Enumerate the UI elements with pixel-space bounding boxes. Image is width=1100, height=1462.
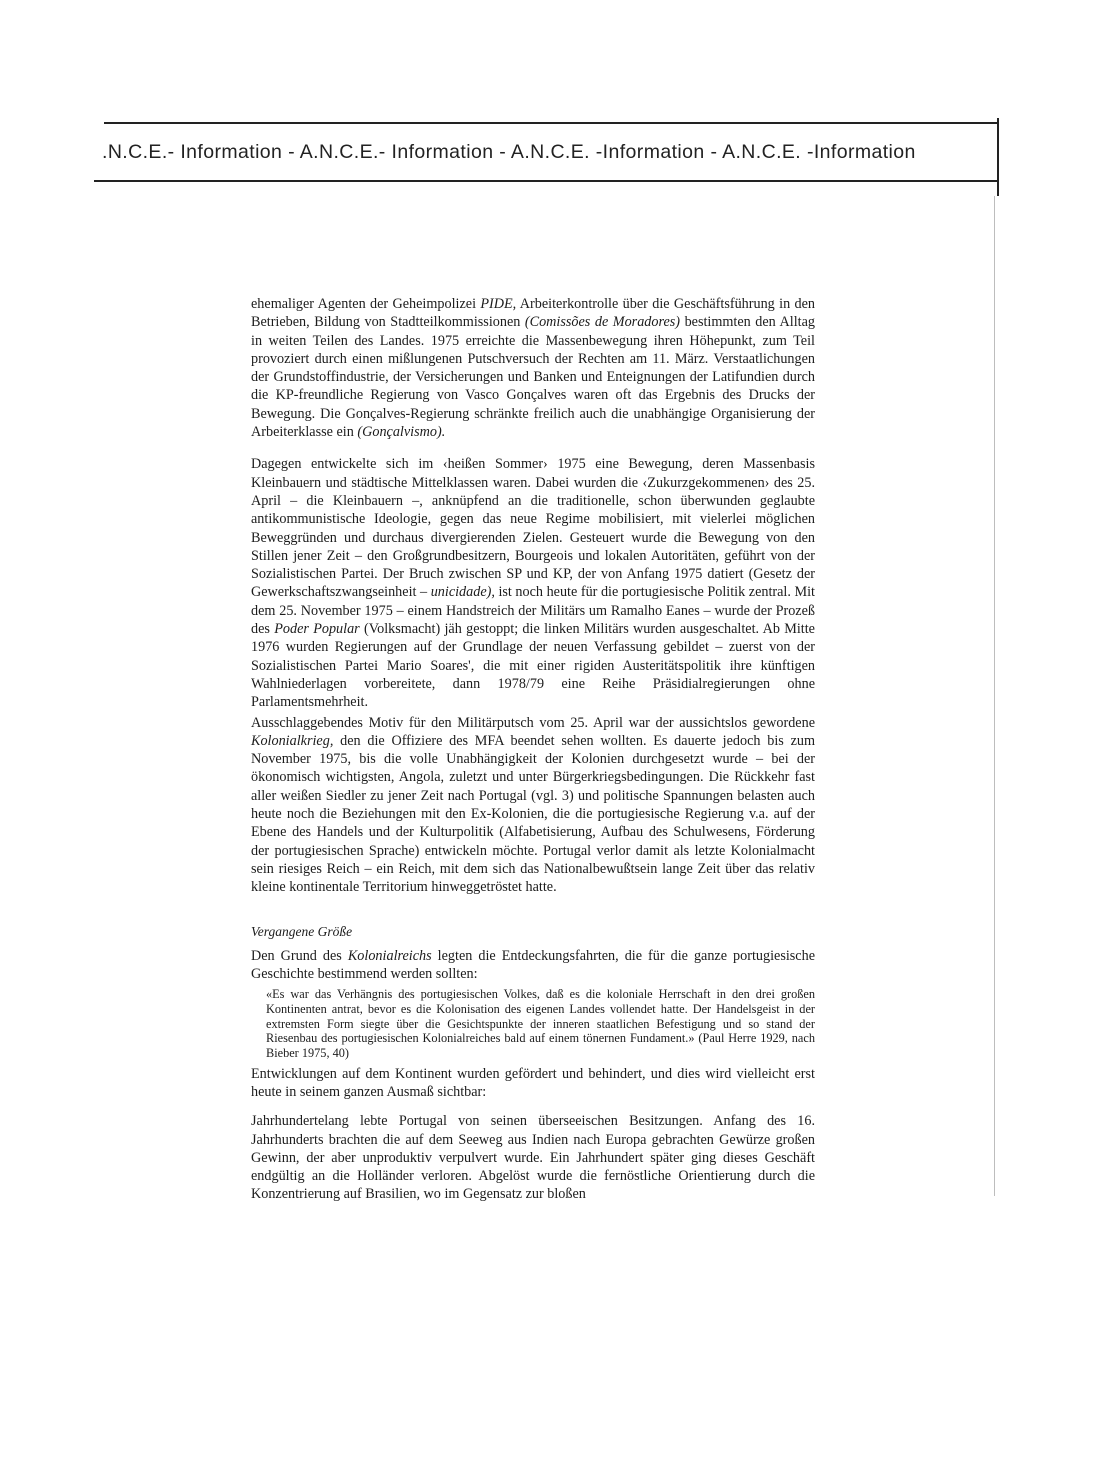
header-rule-bottom xyxy=(94,180,998,182)
running-header: .N.C.E.- Information - A.N.C.E.- Information - A.N.C.E. -Information - A.N.C.E. -Information xyxy=(102,141,916,163)
quote-source: (Paul Herre 1929, nach Bieber 1975, 40) xyxy=(266,1031,816,1060)
paragraph-1: ehemaliger Agenten der Geheimpolizei PIDE, Arbeiterkontrolle über die Geschäftsführung in den Betrieben, Bildung von Stadtteilkommissionen (Comissões de Moradores) bestimmten den Alltag in weiten Teilen des Landes. 1975 erreichte die Massenbewegung ihren Höhepunkt, zum Teil provoziert durch einen mißlungenen Putschversuch der Rechten am 11. März. Verstaatlichungen der Grundstoffindustrie, der Versicherungen und Banken und Enteignungen der Latifundien durch die KP-freundliche Regierung von Vasco Gonçalves waren oft das Ergebnis des Drucks der Bewegung. Die Gonçalves-Regierung schränkte freilich auch die unabhängige Organisierung der Arbeiterklasse ein (Gonçalvismo). xyxy=(251,296,816,441)
paragraph-6: Jahrhundertelang lebte Portugal von seinen überseeischen Besitzungen. Anfang des 16. Jahrhunderts brachten die auf dem Seeweg aus Indien nach Europa gebrachten Gewürze großen Gewinn, der aber unproduktiv verpulvert wurde. Ein Jahrhundert später ging dieses Geschäft endgültig an die Holländer verloren. Abgelöst wurde die fernöstliche Orientierung durch die Konzentrierung auf Brasilien, wo im Gegensatz zur bloßen xyxy=(251,1113,815,1203)
paragraph-3: Ausschlaggebendes Motiv für den Militärputsch vom 25. April war der aussichtslos gewordene Kolonialkrieg, den die Offiziere des MFA beendet sehen wollten. Es dauerte jedoch bis zum November 1975, bis die volle Unabhängigkeit der Kolonien durchgesetzt wurde – bei der ökonomisch wichtigsten, Angola, zuletzt und unter Bürgerkriegsbedingungen. Die Rückkehr fast aller weißen Siedler zu jener Zeit nach Portugal (vgl. 3) und politische Spannungen belasten auch heute noch die Beziehungen mit den Ex-Kolonien, die die portugiesische Regierung v.a. auf der Ebene des Handels und der Kulturpolitik (Alfabetisierung, Aufbau des Schulwesens, Förderung der portugiesischen Sprache) entwickeln möchte. Portugal verlor damit als letzte Kolonialmacht sein riesiges Reich – ein Reich, mit dem sich das Nationalbewußtsein lange Zeit über das relativ kleine kontinentale Territorium hinweggetröstet hatte. xyxy=(251,714,815,896)
page-edge-line xyxy=(994,196,995,1196)
quote-text: «Es war das Verhängnis des portugiesischen Volkes, daß es die koloniale Herrschaft in den drei großen Kontinenten antrat, bevor es die Kolonisation des eigenen Landes vollendet hatte. Der Handelsgeist in der extremsten Form siegte über die Gesichtspunkte der inneren staatlichen Befestigung und so stand der Riesenbau des portugiesischen Kolonialreiches bald auf einem tönernen Fundament.» xyxy=(266,987,815,1046)
header-rule-top xyxy=(104,122,998,124)
section-heading: Vergangene Größe xyxy=(251,923,353,939)
paragraph-2: Dagegen entwickelte sich im ‹heißen Sommer› 1975 eine Bewegung, deren Massenbasis Kleinbauern und städtische Mittelklassen waren. Dabei wurden die ‹Zukurzgekommenen› des 25. April – die Kleinbauern –, anknüpfend an die traditionelle, schon überwunden geglaubte antikommunistische Ideologie, gegen das neue Regime mobilisiert, mit vielerlei möglichen Beweggründen und durchaus divergierenden Zielen. Gesteuert wurde die Bewegung von den Stillen jener Zeit – den Großgrundbesitzern, Bourgeois und lokalen Autoritäten, geführt von der Sozialistischen Partei. Der Bruch zwischen SP und KP, der von Anfang 1975 datiert (Gesetz der Gewerkschaftszwangseinheit – unicidade), ist noch heute für die portugiesische Politik zentral. Mit dem 25. November 1975 – einem Handstreich der Militärs um Ramalho Eanes – wurde der Prozeß des Poder Popular (Volksmacht) jäh gestoppt; die linken Militärs wurden ausgeschaltet. Ab Mitte 1976 wurden Regierungen auf der Grundlage der neuen Verfassung gebildet – zuerst von der Sozialistischen Partei Mario Soares', die mit einer rigiden Austeritätspolitik ihre künftigen Wahlniederlagen vorbereitete, dann 1978/79 eine Reihe Präsidialregierungen ohne Parlamentsmehrheit. xyxy=(251,456,815,711)
article-body xyxy=(251,295,815,1204)
paragraph-5: Entwicklungen auf dem Kontinent wurden gefördert und behindert, und dies wird vielleicht erst heute in seinem ganzen Ausmaß sichtbar: xyxy=(251,1065,815,1100)
header-rule-right xyxy=(997,118,999,196)
block-quote xyxy=(266,987,815,1061)
paragraph-4: Den Grund des Kolonialreichs legten die Entdeckungsfahrten, die für die ganze portugiesische Geschichte bestimmend werden sollten: xyxy=(251,947,815,982)
